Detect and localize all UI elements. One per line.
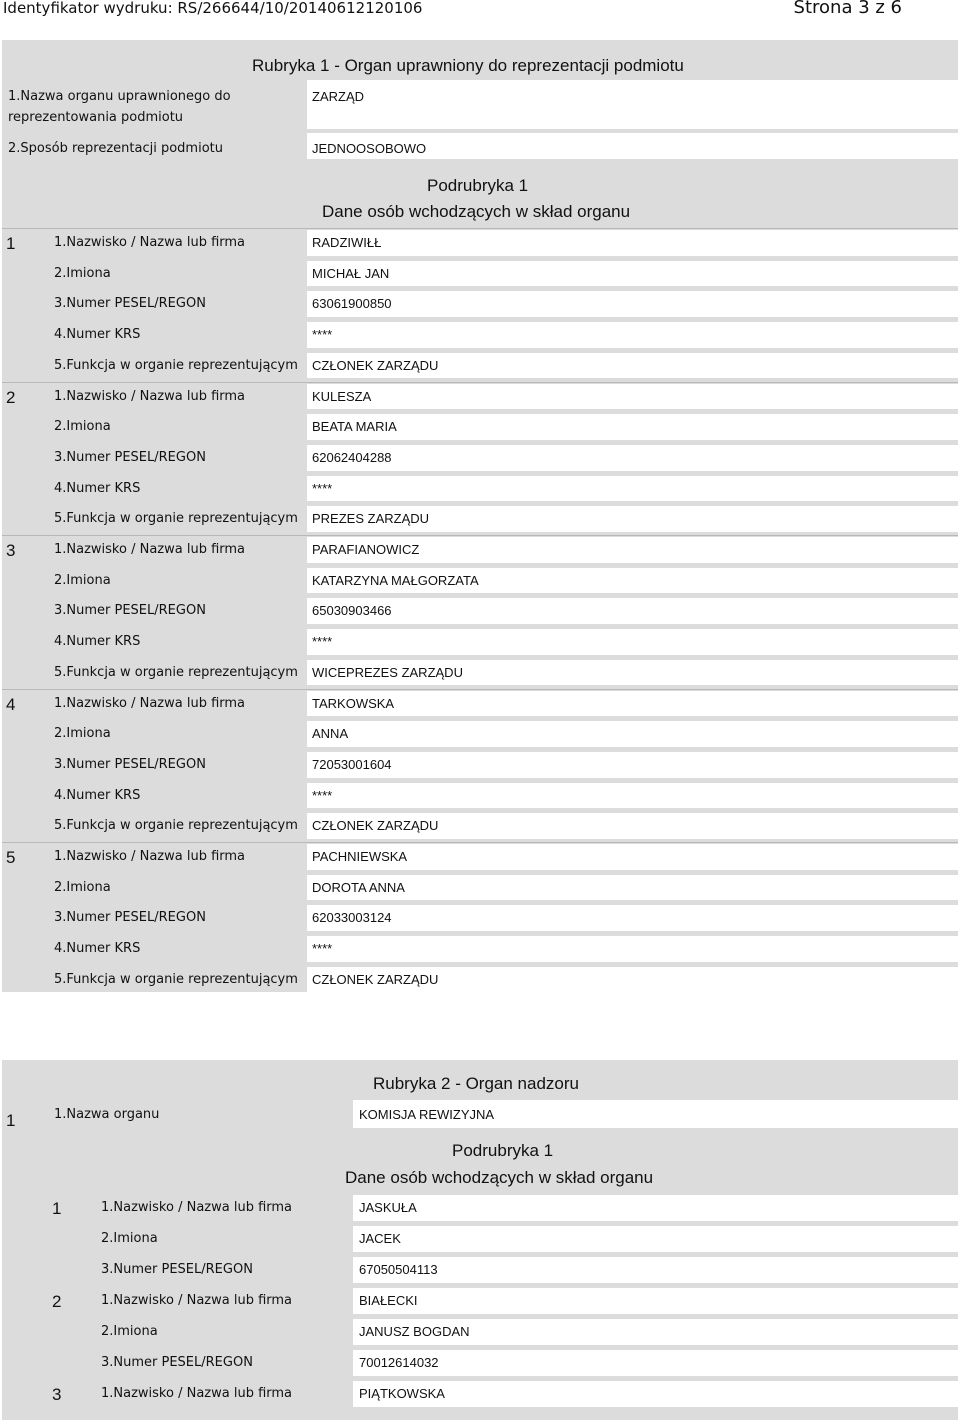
field-value-cell [307, 936, 958, 962]
field-value-first: JACEK [359, 1231, 401, 1246]
field-label-krs: 4.Numer KRS [54, 941, 141, 957]
field-value-cell [353, 1195, 958, 1221]
field-value-cell [307, 230, 958, 256]
field-label-first: 2.Imiona [54, 879, 111, 895]
field-label-first: 2.Imiona [54, 419, 111, 435]
field-value-func: CZŁONEK ZARZĄDU [312, 357, 439, 373]
field-value-krs: **** [312, 327, 333, 343]
field-value-krs: **** [312, 480, 333, 496]
member-separator [2, 689, 958, 690]
field-value-krs: **** [312, 941, 333, 957]
organ-name-value-cell [307, 80, 958, 129]
field-value-name: PACHNIEWSKA [312, 849, 408, 864]
member-number: 3 [52, 1385, 62, 1404]
field-label-krs: 4.Numer KRS [54, 787, 141, 803]
field-label-krs: 4.Numer KRS [54, 480, 141, 496]
member-number: 3 [6, 541, 16, 560]
field-label-func: 5.Funkcja w organie reprezentującym [54, 664, 298, 680]
podrubryka-2-title: Podrubryka 1 [452, 1141, 554, 1160]
method-label: 2.Sposób reprezentacji podmiotu [8, 141, 223, 156]
field-label-name: 1.Nazwisko / Nazwa lub firma [54, 695, 246, 711]
member-separator [2, 842, 958, 843]
field-label-name: 1.Nazwisko / Nazwa lub firma [54, 235, 246, 250]
organ-number: 1 [6, 1111, 16, 1130]
organ-name-label-line1: 1.Nazwa organu uprawnionego do [8, 89, 231, 104]
organ-value: KOMISJA REWIZYJNA [359, 1107, 495, 1122]
field-value-first: BEATA MARIA [312, 419, 397, 435]
field-label-name: 1.Nazwisko / Nazwa lub firma [101, 1386, 293, 1401]
member-separator [2, 382, 958, 383]
field-value-cell [307, 783, 958, 809]
field-label-pesel: 3.Numer PESEL/REGON [54, 449, 206, 465]
organ-label: 1.Nazwa organu [54, 1107, 160, 1122]
field-value-first: MICHAŁ JAN [312, 265, 390, 281]
field-value-krs: **** [312, 787, 333, 803]
field-label-name: 1.Nazwisko / Nazwa lub firma [101, 1293, 293, 1308]
member-separator [2, 228, 958, 229]
field-value-cell [307, 752, 958, 778]
field-label-first: 2.Imiona [54, 726, 111, 742]
field-value-cell [307, 414, 958, 440]
podrubryka-2-subtitle: Dane osób wchodzących w skład organu [345, 1168, 654, 1187]
field-label-pesel: 3.Numer PESEL/REGON [101, 1355, 253, 1370]
field-value-pesel: 72053001604 [312, 756, 392, 772]
field-label-first: 2.Imiona [101, 1324, 158, 1339]
field-value-first: DOROTA ANNA [312, 879, 405, 895]
field-value-name: KULESZA [312, 388, 372, 404]
field-label-pesel: 3.Numer PESEL/REGON [54, 910, 206, 926]
member-number: 5 [6, 848, 16, 867]
field-value-cell [307, 261, 958, 287]
field-value-func: PREZES ZARZĄDU [312, 511, 430, 527]
field-value-cell [307, 691, 958, 717]
field-value-cell [307, 322, 958, 348]
field-value-krs: **** [312, 634, 333, 650]
field-value-name: PARAFIANOWICZ [312, 542, 420, 557]
field-value-cell [307, 905, 958, 931]
field-value-pesel: 67050504113 [359, 1262, 438, 1277]
member-number: 1 [6, 234, 16, 253]
field-value-first: JANUSZ BOGDAN [359, 1324, 470, 1339]
field-value-pesel: 70012614032 [359, 1355, 439, 1370]
field-value-name: JASKUŁA [359, 1200, 417, 1215]
print-identifier: Identyfikator wydruku: RS/266644/10/20140612120106 [3, 0, 423, 17]
field-value-cell [307, 476, 958, 502]
field-value-name: PIĄTKOWSKA [359, 1386, 445, 1401]
field-value-func: CZŁONEK ZARZĄDU [312, 818, 439, 834]
organ-name-value: ZARZĄD [312, 89, 364, 104]
field-value-pesel: 65030903466 [312, 603, 392, 619]
podrubryka-subtitle: Dane osób wchodzących w skład organu [322, 202, 631, 221]
field-value-pesel: 63061900850 [312, 296, 392, 312]
field-label-krs: 4.Numer KRS [54, 634, 141, 650]
field-value-name: BIAŁECKI [359, 1293, 418, 1308]
member-separator [2, 535, 958, 536]
field-value-func: CZŁONEK ZARZĄDU [312, 971, 439, 987]
field-value-pesel: 62062404288 [312, 449, 392, 465]
podrubryka-title: Podrubryka 1 [427, 176, 529, 195]
field-value-name: TARKOWSKA [312, 695, 395, 711]
field-label-pesel: 3.Numer PESEL/REGON [101, 1262, 253, 1277]
field-label-func: 5.Funkcja w organie reprezentującym [54, 971, 298, 987]
field-value-func: WICEPREZES ZARZĄDU [312, 664, 463, 680]
field-label-pesel: 3.Numer PESEL/REGON [54, 296, 206, 312]
field-label-func: 5.Funkcja w organie reprezentującym [54, 357, 298, 373]
field-value-cell [353, 1257, 958, 1283]
page-number: Strona 3 z 6 [793, 0, 902, 18]
field-value-cell [307, 291, 958, 317]
field-value-cell [307, 721, 958, 747]
method-value: JEDNOOSOBOWO [312, 141, 427, 156]
field-value-pesel: 62033003124 [312, 910, 392, 926]
field-label-name: 1.Nazwisko / Nazwa lub firma [101, 1200, 293, 1215]
field-label-first: 2.Imiona [54, 572, 111, 588]
field-value-cell [307, 629, 958, 655]
field-label-pesel: 3.Numer PESEL/REGON [54, 603, 206, 619]
field-value-cell [353, 1350, 958, 1376]
field-value-cell [353, 1226, 958, 1252]
field-value-first: KATARZYNA MAŁGORZATA [312, 572, 479, 588]
field-label-func: 5.Funkcja w organie reprezentującym [54, 818, 298, 834]
field-label-first: 2.Imiona [54, 265, 111, 281]
field-label-name: 1.Nazwisko / Nazwa lub firma [54, 388, 246, 404]
field-value-cell [307, 445, 958, 471]
field-label-pesel: 3.Numer PESEL/REGON [54, 756, 206, 772]
rubryka-2-title: Rubryka 2 - Organ nadzoru [373, 1074, 579, 1093]
field-label-krs: 4.Numer KRS [54, 327, 141, 343]
member-number: 1 [52, 1199, 62, 1218]
member-number: 4 [6, 694, 16, 714]
field-value-name: RADZIWIŁŁ [312, 235, 382, 250]
field-value-cell [307, 384, 958, 410]
member-number: 2 [52, 1292, 62, 1311]
member-number: 2 [6, 387, 16, 407]
field-label-func: 5.Funkcja w organie reprezentującym [54, 511, 298, 527]
field-value-cell [307, 598, 958, 624]
field-label-name: 1.Nazwisko / Nazwa lub firma [54, 542, 246, 557]
field-label-first: 2.Imiona [101, 1231, 158, 1246]
rubryka-1-title: Rubryka 1 - Organ uprawniony do reprezentacji podmiotu [252, 56, 684, 75]
field-value-cell [353, 1288, 958, 1314]
field-label-name: 1.Nazwisko / Nazwa lub firma [54, 849, 246, 864]
organ-name-label-line2: reprezentowania podmiotu [8, 110, 184, 125]
field-value-first: ANNA [312, 726, 349, 742]
